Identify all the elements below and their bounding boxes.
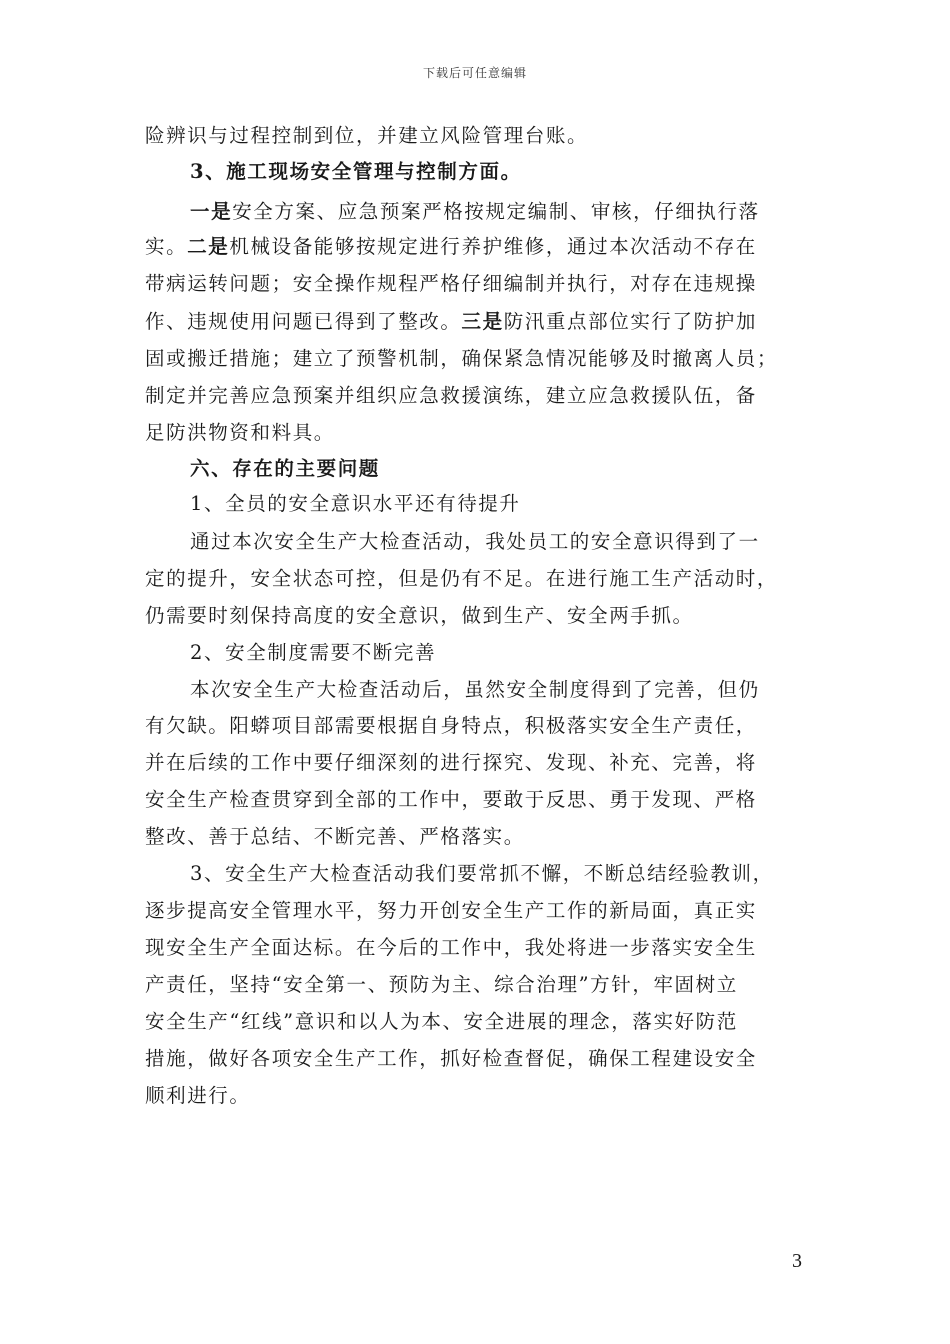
paragraph-line: 足防洪物资和料具。 xyxy=(145,421,335,444)
paragraph-line xyxy=(145,310,757,334)
subheading: 1、全员的安全意识水平还有待提升 xyxy=(190,492,521,515)
paragraph-line: 通过本次安全生产大检查活动，我处员工的安全意识得到了一 xyxy=(190,530,760,553)
line-text: 实。 xyxy=(145,235,188,258)
paragraph-line: 整改、善于总结、不断完善、严格落实。 xyxy=(145,825,525,848)
section-heading: 六、存在的主要问题 xyxy=(190,457,380,480)
paragraph-line: 安全生产检查贯穿到全部的工作中，要敢于反思、勇于发现、严格 xyxy=(145,788,757,811)
subheading: 2、安全制度需要不断完善 xyxy=(190,641,437,664)
section-heading: 3、施工现场安全管理与控制方面。 xyxy=(190,160,522,183)
paragraph-line: 安全生产“红线”意识和以人为本、安全进展的理念，落实好防范 xyxy=(145,1010,738,1033)
emphasis-text: 二是 xyxy=(187,235,230,258)
emphasis-text: 一是 xyxy=(190,200,233,223)
paragraph-line: 定的提升，安全状态可控，但是仍有不足。在进行施工生产活动时， xyxy=(145,567,779,590)
paragraph-line: 现安全生产全面达标。在今后的工作中，我处将进一步落实安全生 xyxy=(145,936,757,959)
paragraph-line: 措施，做好各项安全生产工作，抓好检查督促，确保工程建设安全 xyxy=(145,1047,757,1070)
page-number: 3 xyxy=(792,1250,802,1272)
paragraph-line: 产责任，坚持“安全第一、预防为主、综合治理”方针，牢固树立 xyxy=(145,973,738,996)
line-text: 机械设备能够按规定进行养护维修，通过本次活动不存在 xyxy=(229,235,757,258)
paragraph-line: 逐步提高安全管理水平，努力开创安全生产工作的新局面，真正实 xyxy=(145,899,757,922)
emphasis-text: 三是 xyxy=(461,310,504,333)
paragraph-line: 带病运转问题；安全操作规程严格仔细编制并执行，对存在违规操 xyxy=(145,272,757,295)
page-header: 下载后可任意编辑 xyxy=(422,66,527,80)
paragraph-line: 仍需要时刻保持高度的安全意识，做到生产、安全两手抓。 xyxy=(145,604,694,627)
paragraph-line: 顺利进行。 xyxy=(145,1084,251,1107)
paragraph-line: 本次安全生产大检查活动后，虽然安全制度得到了完善，但仍 xyxy=(190,678,760,701)
paragraph-line xyxy=(145,235,757,259)
line-text: 防汛重点部位实行了防护加 xyxy=(503,310,757,333)
paragraph-line: 制定并完善应急预案并组织应急救援演练，建立应急救援队伍，备 xyxy=(145,384,757,407)
paragraph-line: 3、安全生产大检查活动我们要常抓不懈，不断总结经验教训， xyxy=(190,862,774,885)
paragraph-line: 并在后续的工作中要仔细深刻的进行探究、发现、补充、完善，将 xyxy=(145,751,757,774)
paragraph-line: 有欠缺。阳蟒项目部需要根据自身特点，积极落实安全生产责任， xyxy=(145,714,757,737)
paragraph-line: 固或搬迁措施；建立了预警机制，确保紧急情况能够及时撤离人员； xyxy=(145,347,779,370)
line-text: 安全方案、应急预案严格按规定编制、审核，仔细执行落 xyxy=(232,200,760,223)
paragraph-line: 险辨识与过程控制到位，并建立风险管理台账。 xyxy=(145,124,589,147)
line-text: 作、违规使用问题已得到了整改。 xyxy=(145,310,462,333)
paragraph-line xyxy=(190,200,760,224)
